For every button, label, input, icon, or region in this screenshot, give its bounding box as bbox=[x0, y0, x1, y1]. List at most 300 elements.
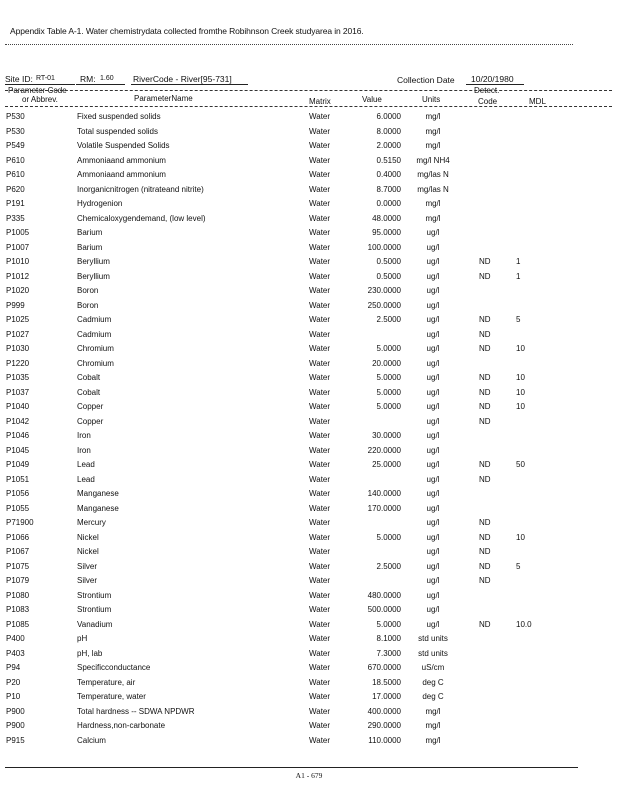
cell-units: mg/l bbox=[425, 141, 441, 150]
footer-divider bbox=[5, 767, 578, 768]
table-row bbox=[0, 183, 618, 198]
collection-date-value: 10/20/1980 bbox=[471, 74, 514, 84]
cell-units: ug/l bbox=[426, 532, 440, 542]
cell-value: 8.7000 bbox=[376, 184, 401, 194]
cell-value: 17.0000 bbox=[372, 692, 401, 701]
col-detect-2: Code bbox=[478, 97, 498, 106]
cell-matrix: Water bbox=[309, 416, 331, 426]
cell-name: Beryllium bbox=[77, 257, 110, 266]
cell-units: std units bbox=[418, 648, 448, 658]
cell-value: 5.0000 bbox=[376, 619, 401, 629]
cell-detect: ND bbox=[479, 619, 491, 629]
collection-date-label: Collection Date bbox=[397, 75, 455, 85]
cell-code: P1012 bbox=[6, 271, 30, 281]
cell-value: 25.0000 bbox=[372, 460, 401, 469]
site-id-value: RT-01 bbox=[36, 75, 55, 82]
cell-code: P1056 bbox=[6, 489, 30, 498]
cell-detect: ND bbox=[479, 373, 491, 382]
cell-code: P620 bbox=[6, 184, 25, 194]
cell-units: ug/l bbox=[426, 387, 440, 397]
table-row bbox=[0, 545, 618, 560]
table-row bbox=[0, 502, 618, 517]
cell-matrix: Water bbox=[309, 460, 331, 469]
table-row bbox=[0, 676, 618, 691]
cell-units: mg/las N bbox=[417, 184, 449, 194]
table-row bbox=[0, 458, 618, 473]
cell-name: Cadmium bbox=[77, 315, 112, 324]
table-row bbox=[0, 618, 618, 633]
cell-value: 220.0000 bbox=[367, 445, 401, 455]
river-underline bbox=[131, 84, 248, 85]
river-code: RiverCode - River[95-731] bbox=[133, 74, 232, 84]
cell-matrix: Water bbox=[309, 532, 331, 542]
cell-value: 95.0000 bbox=[372, 228, 401, 237]
cell-code: P1005 bbox=[6, 228, 30, 237]
cell-code: P1046 bbox=[6, 431, 30, 440]
table-row bbox=[0, 226, 618, 241]
cell-matrix: Water bbox=[309, 141, 331, 150]
cell-code: P1075 bbox=[6, 561, 30, 571]
cell-code: P403 bbox=[6, 648, 25, 658]
cell-matrix: Water bbox=[309, 358, 331, 368]
cell-value: 8.1000 bbox=[376, 634, 401, 643]
table-row bbox=[0, 154, 618, 169]
cell-mdl: 50 bbox=[516, 460, 525, 469]
table-row bbox=[0, 328, 618, 343]
col-matrix: Matrix bbox=[309, 97, 331, 106]
cell-units: ug/l bbox=[426, 561, 440, 571]
cell-code: P610 bbox=[6, 170, 25, 179]
cell-mdl: 10 bbox=[516, 402, 525, 411]
table-row bbox=[0, 270, 618, 285]
cell-value: 18.5000 bbox=[372, 677, 401, 687]
cell-name: Chromium bbox=[77, 358, 114, 368]
cell-value: 20.0000 bbox=[372, 358, 401, 368]
cell-code: P549 bbox=[6, 141, 25, 150]
cell-name: Silver bbox=[77, 576, 98, 585]
cell-code: P400 bbox=[6, 634, 25, 643]
cell-units: ug/l bbox=[426, 271, 440, 281]
table-row bbox=[0, 574, 618, 589]
cell-matrix: Water bbox=[309, 286, 331, 295]
cell-code: P1067 bbox=[6, 547, 30, 556]
cell-units: mg/l bbox=[425, 735, 441, 745]
cell-matrix: Water bbox=[309, 242, 331, 252]
table-row bbox=[0, 255, 618, 270]
cell-detect: ND bbox=[479, 344, 491, 353]
cell-value: 0.5150 bbox=[376, 155, 401, 165]
cell-units: ug/l bbox=[426, 257, 440, 266]
cell-units: mg/l bbox=[425, 126, 441, 136]
cell-units: ug/l bbox=[426, 431, 440, 440]
cell-units: deg C bbox=[422, 677, 444, 687]
cell-matrix: Water bbox=[309, 692, 331, 701]
cell-value: 5.0000 bbox=[376, 373, 401, 382]
cell-detect: ND bbox=[479, 576, 491, 585]
site-underline bbox=[5, 84, 75, 85]
cell-code: P1035 bbox=[6, 373, 30, 382]
rm-underline bbox=[76, 84, 125, 85]
cell-name: Boron bbox=[77, 300, 99, 310]
table-row bbox=[0, 705, 618, 720]
table-row bbox=[0, 429, 618, 444]
cell-code: P20 bbox=[6, 677, 21, 687]
cell-matrix: Water bbox=[309, 213, 331, 223]
cell-name: Hardness,non-carbonate bbox=[77, 721, 166, 730]
cell-units: ug/l bbox=[426, 373, 440, 382]
cell-value: 5.0000 bbox=[376, 532, 401, 542]
cell-matrix: Water bbox=[309, 431, 331, 440]
cell-name: Specificconductance bbox=[77, 663, 151, 672]
cell-name: Cobalt bbox=[77, 387, 101, 397]
cell-code: P1051 bbox=[6, 474, 30, 484]
table-row bbox=[0, 734, 618, 749]
cell-name: Chemicaloxygendemand, (low level) bbox=[77, 213, 206, 223]
cell-name: Manganese bbox=[77, 489, 119, 498]
cell-units: ug/l bbox=[426, 460, 440, 469]
cell-name: Barium bbox=[77, 242, 103, 252]
cell-matrix: Water bbox=[309, 518, 331, 527]
table-title: Appendix Table A-1. Water chemistrydata collected fromthe Robihnson Creek studyarea in 2016. bbox=[10, 26, 364, 36]
cell-matrix: Water bbox=[309, 576, 331, 585]
cell-mdl: 5 bbox=[516, 315, 521, 324]
cell-code: P1037 bbox=[6, 387, 30, 397]
cell-matrix: Water bbox=[309, 634, 331, 643]
cell-units: ug/l bbox=[426, 489, 440, 498]
cell-matrix: Water bbox=[309, 706, 331, 716]
cell-name: Silver bbox=[77, 561, 98, 571]
cell-name: Volatile Suspended Solids bbox=[77, 141, 170, 150]
cell-value: 230.0000 bbox=[367, 286, 401, 295]
cell-name: Ammoniaand ammonium bbox=[77, 155, 166, 165]
cell-detect: ND bbox=[479, 474, 491, 484]
cell-matrix: Water bbox=[309, 300, 331, 310]
table-row bbox=[0, 516, 618, 531]
cell-name: Mercury bbox=[77, 518, 106, 527]
cell-code: P1066 bbox=[6, 532, 30, 542]
cell-detect: ND bbox=[479, 416, 491, 426]
col-units: Units bbox=[422, 95, 441, 104]
cell-mdl: 10 bbox=[516, 344, 525, 353]
cell-matrix: Water bbox=[309, 721, 331, 730]
cell-code: P1010 bbox=[6, 257, 30, 266]
cell-name: Calcium bbox=[77, 735, 106, 745]
cell-code: P610 bbox=[6, 155, 25, 165]
cell-name: Copper bbox=[77, 416, 104, 426]
cell-name: Beryllium bbox=[77, 271, 110, 281]
cell-name: pH, lab bbox=[77, 648, 103, 658]
table-row bbox=[0, 241, 618, 256]
cell-detect: ND bbox=[479, 561, 491, 571]
cell-name: Iron bbox=[77, 445, 91, 455]
cell-value: 480.0000 bbox=[367, 590, 401, 600]
cell-name: Manganese bbox=[77, 503, 119, 513]
cell-detect: ND bbox=[479, 257, 491, 266]
cell-value: 8.0000 bbox=[376, 126, 401, 136]
cell-code: P530 bbox=[6, 112, 25, 121]
cell-code: P915 bbox=[6, 735, 25, 745]
cell-detect: ND bbox=[479, 518, 491, 527]
cell-value: 500.0000 bbox=[367, 605, 401, 614]
cell-units: ug/l bbox=[426, 445, 440, 455]
cell-value: 290.0000 bbox=[367, 721, 401, 730]
cell-value: 100.0000 bbox=[367, 242, 401, 252]
cell-value: 670.0000 bbox=[367, 663, 401, 672]
cell-units: ug/l bbox=[426, 228, 440, 237]
cell-units: mg/l bbox=[425, 199, 441, 208]
cell-units: ug/l bbox=[426, 416, 440, 426]
cell-mdl: 5 bbox=[516, 561, 521, 571]
cell-code: P900 bbox=[6, 706, 25, 716]
cell-code: P999 bbox=[6, 300, 25, 310]
cell-name: Temperature, water bbox=[77, 692, 146, 701]
cell-matrix: Water bbox=[309, 561, 331, 571]
table-row bbox=[0, 444, 618, 459]
cell-mdl: 1 bbox=[516, 257, 521, 266]
cell-units: ug/l bbox=[426, 329, 440, 339]
cell-mdl: 10.0 bbox=[516, 619, 532, 629]
cell-value: 7.3000 bbox=[376, 648, 401, 658]
cell-units: ug/l bbox=[426, 358, 440, 368]
table-row bbox=[0, 212, 618, 227]
cell-code: P1049 bbox=[6, 460, 30, 469]
table-row bbox=[0, 531, 618, 546]
cell-matrix: Water bbox=[309, 112, 331, 121]
table-row bbox=[0, 415, 618, 430]
cell-units: ug/l bbox=[426, 242, 440, 252]
cell-code: P1027 bbox=[6, 329, 30, 339]
cell-units: ug/l bbox=[426, 590, 440, 600]
cell-name: Ammoniaand ammonium bbox=[77, 170, 166, 179]
cell-mdl: 10 bbox=[516, 387, 525, 397]
cell-code: P1020 bbox=[6, 286, 30, 295]
table-row bbox=[0, 110, 618, 125]
rm-value: 1.60 bbox=[100, 75, 114, 82]
cell-units: ug/l bbox=[426, 605, 440, 614]
cell-code: P1040 bbox=[6, 402, 30, 411]
cell-units: mg/l bbox=[425, 213, 441, 223]
cell-name: Boron bbox=[77, 286, 99, 295]
cell-mdl: 10 bbox=[516, 373, 525, 382]
table-row bbox=[0, 661, 618, 676]
cell-matrix: Water bbox=[309, 344, 331, 353]
header-dash-bottom bbox=[5, 106, 612, 107]
cell-matrix: Water bbox=[309, 387, 331, 397]
cell-value: 2.5000 bbox=[376, 561, 401, 571]
cell-code: P335 bbox=[6, 213, 25, 223]
table-row bbox=[0, 386, 618, 401]
cell-mdl: 10 bbox=[516, 532, 525, 542]
table-row bbox=[0, 632, 618, 647]
cell-units: mg/l bbox=[425, 721, 441, 730]
cell-name: Inorganicnitrogen (nitrateand nitrite) bbox=[77, 184, 204, 194]
cell-name: Lead bbox=[77, 474, 95, 484]
cell-matrix: Water bbox=[309, 402, 331, 411]
cell-value: 48.0000 bbox=[372, 213, 401, 223]
table-row bbox=[0, 400, 618, 415]
cell-value: 5.0000 bbox=[376, 387, 401, 397]
cell-matrix: Water bbox=[309, 489, 331, 498]
cell-value: 0.0000 bbox=[376, 199, 401, 208]
cell-value: 0.5000 bbox=[376, 271, 401, 281]
cell-detect: ND bbox=[479, 271, 491, 281]
table-row bbox=[0, 197, 618, 212]
col-value: Value bbox=[362, 95, 382, 104]
cell-value: 0.5000 bbox=[376, 257, 401, 266]
cell-name: Fixed suspended solids bbox=[77, 112, 161, 121]
cell-name: Total suspended solids bbox=[77, 126, 158, 136]
col-detect: Detect. bbox=[474, 86, 500, 95]
cell-value: 170.0000 bbox=[367, 503, 401, 513]
cell-matrix: Water bbox=[309, 373, 331, 382]
cell-name: Temperature, air bbox=[77, 677, 136, 687]
cell-matrix: Water bbox=[309, 184, 331, 194]
cell-matrix: Water bbox=[309, 271, 331, 281]
cell-code: P191 bbox=[6, 199, 25, 208]
cell-value: 5.0000 bbox=[376, 344, 401, 353]
cell-name: Copper bbox=[77, 402, 104, 411]
cell-value: 6.0000 bbox=[376, 112, 401, 121]
cell-matrix: Water bbox=[309, 605, 331, 614]
cell-code: P1220 bbox=[6, 358, 30, 368]
cell-mdl: 1 bbox=[516, 271, 521, 281]
cell-detect: ND bbox=[479, 329, 491, 339]
table-row bbox=[0, 589, 618, 604]
cell-units: ug/l bbox=[426, 576, 440, 585]
cell-units: mg/l NH4 bbox=[416, 155, 450, 165]
cell-units: ug/l bbox=[426, 300, 440, 310]
cell-code: P1030 bbox=[6, 344, 30, 353]
cell-matrix: Water bbox=[309, 648, 331, 658]
cell-value: 2.5000 bbox=[376, 315, 401, 324]
cell-units: ug/l bbox=[426, 315, 440, 324]
table-row bbox=[0, 299, 618, 314]
col-param-name: ParameterName bbox=[134, 94, 193, 103]
cell-units: mg/l bbox=[425, 112, 441, 121]
table-row bbox=[0, 560, 618, 575]
cell-detect: ND bbox=[479, 532, 491, 542]
cell-value: 110.0000 bbox=[368, 735, 401, 745]
col-mdl: MDL bbox=[529, 97, 546, 106]
cell-code: P1007 bbox=[6, 242, 30, 252]
table-row bbox=[0, 690, 618, 705]
cell-units: ug/l bbox=[426, 286, 440, 295]
cell-matrix: Water bbox=[309, 329, 331, 339]
cell-code: P1085 bbox=[6, 619, 30, 629]
cell-name: Total hardness -- SDWA NPDWR bbox=[77, 706, 195, 716]
cell-matrix: Water bbox=[309, 170, 331, 179]
cell-detect: ND bbox=[479, 387, 491, 397]
cell-name: Vanadium bbox=[77, 619, 113, 629]
cell-value: 2.0000 bbox=[376, 141, 401, 150]
cell-code: P1083 bbox=[6, 605, 30, 614]
cell-units: ug/l bbox=[426, 503, 440, 513]
col-param-code-2: or Abbrev. bbox=[22, 95, 58, 104]
cell-code: P1025 bbox=[6, 315, 30, 324]
header-dash-top bbox=[5, 90, 612, 91]
cell-matrix: Water bbox=[309, 547, 331, 556]
cell-name: Strontium bbox=[77, 590, 112, 600]
cell-units: ug/l bbox=[426, 547, 440, 556]
table-row bbox=[0, 647, 618, 662]
cell-units: ug/l bbox=[426, 619, 440, 629]
cell-units: uS/cm bbox=[421, 663, 445, 672]
cell-matrix: Water bbox=[309, 315, 331, 324]
cell-value: 0.4000 bbox=[376, 170, 401, 179]
title-divider bbox=[5, 44, 573, 45]
cell-detect: ND bbox=[479, 460, 491, 469]
table-row bbox=[0, 284, 618, 299]
date-underline bbox=[466, 84, 524, 85]
cell-units: ug/l bbox=[426, 344, 440, 353]
cell-matrix: Water bbox=[309, 257, 331, 266]
cell-name: Nickel bbox=[77, 532, 99, 542]
cell-matrix: Water bbox=[309, 503, 331, 513]
cell-value: 5.0000 bbox=[376, 402, 401, 411]
table-row bbox=[0, 473, 618, 488]
cell-name: Cobalt bbox=[77, 373, 101, 382]
cell-matrix: Water bbox=[309, 619, 331, 629]
table-row bbox=[0, 342, 618, 357]
cell-value: 250.0000 bbox=[367, 300, 401, 310]
site-id-label: Site ID: bbox=[5, 74, 33, 84]
cell-name: Barium bbox=[77, 228, 103, 237]
cell-code: P10 bbox=[6, 692, 21, 701]
cell-matrix: Water bbox=[309, 663, 331, 672]
cell-matrix: Water bbox=[309, 445, 331, 455]
cell-units: std units bbox=[418, 634, 448, 643]
table-row bbox=[0, 139, 618, 154]
cell-detect: ND bbox=[479, 315, 491, 324]
cell-units: deg C bbox=[422, 692, 444, 701]
cell-code: P1045 bbox=[6, 445, 30, 455]
cell-value: 140.0000 bbox=[367, 489, 401, 498]
table-row bbox=[0, 371, 618, 386]
cell-units: ug/l bbox=[426, 518, 440, 527]
table-row bbox=[0, 125, 618, 140]
cell-name: Cadmium bbox=[77, 329, 112, 339]
cell-code: P530 bbox=[6, 126, 25, 136]
cell-name: pH bbox=[77, 634, 88, 643]
cell-units: mg/las N bbox=[417, 170, 449, 179]
cell-name: Strontium bbox=[77, 605, 112, 614]
cell-code: P900 bbox=[6, 721, 25, 730]
cell-code: P94 bbox=[6, 663, 21, 672]
data-table bbox=[0, 110, 618, 748]
cell-units: ug/l bbox=[426, 402, 440, 411]
table-row bbox=[0, 168, 618, 183]
cell-code: P71900 bbox=[6, 518, 34, 527]
cell-name: Hydrogenion bbox=[77, 199, 123, 208]
table-row bbox=[0, 357, 618, 372]
cell-code: P1055 bbox=[6, 503, 30, 513]
cell-matrix: Water bbox=[309, 155, 331, 165]
rm-label: RM: bbox=[80, 74, 96, 84]
cell-code: P1080 bbox=[6, 590, 30, 600]
cell-name: Nickel bbox=[77, 547, 99, 556]
cell-matrix: Water bbox=[309, 735, 331, 745]
cell-matrix: Water bbox=[309, 228, 331, 237]
cell-code: P1079 bbox=[6, 576, 30, 585]
cell-matrix: Water bbox=[309, 590, 331, 600]
cell-matrix: Water bbox=[309, 199, 331, 208]
table-row bbox=[0, 487, 618, 502]
table-row bbox=[0, 719, 618, 734]
cell-matrix: Water bbox=[309, 126, 331, 136]
table-row bbox=[0, 603, 618, 618]
cell-matrix: Water bbox=[309, 474, 331, 484]
cell-detect: ND bbox=[479, 402, 491, 411]
